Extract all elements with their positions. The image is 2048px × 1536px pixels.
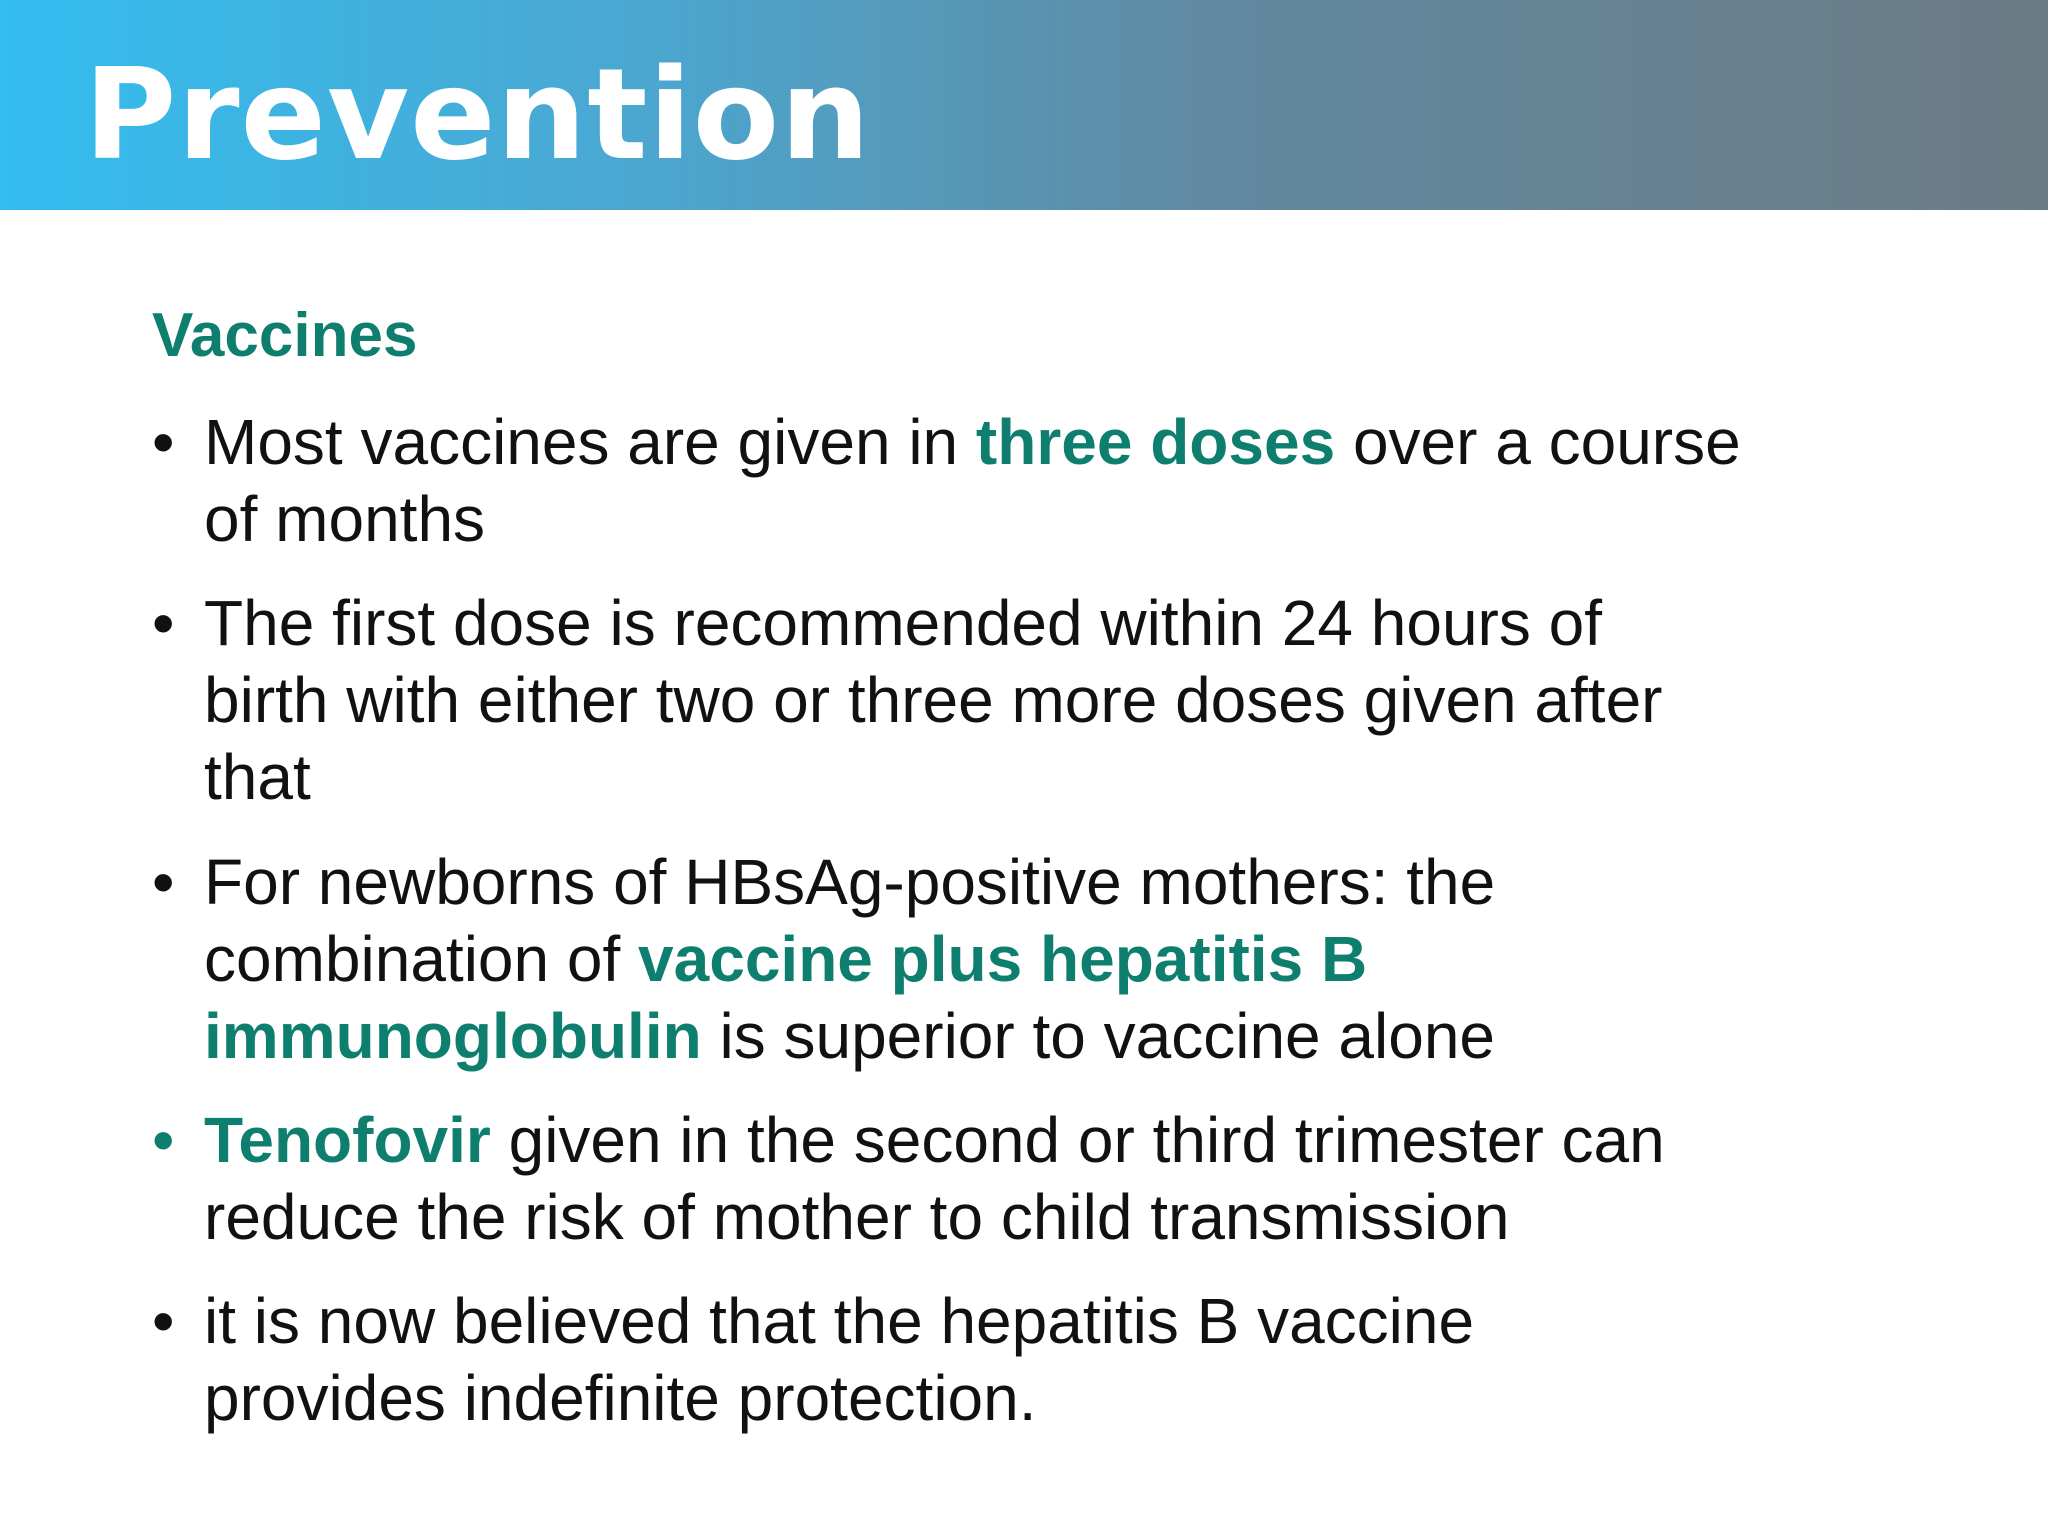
bullet-marker: • bbox=[152, 406, 175, 478]
bullet-item-first-dose bbox=[152, 585, 1972, 816]
bullet-line bbox=[204, 1360, 1972, 1437]
bullet-line bbox=[204, 404, 1972, 481]
bullet-item-tenofovir bbox=[152, 1102, 1972, 1256]
bullet-text: that bbox=[204, 741, 311, 813]
bullet-line bbox=[204, 739, 1972, 816]
highlight-text: vaccine plus hepatitis B bbox=[638, 923, 1368, 995]
bullet-text: For newborns of HBsAg-positive mothers: the bbox=[204, 846, 1496, 918]
bullet-line bbox=[204, 998, 1972, 1075]
bullet-text: is superior to vaccine alone bbox=[701, 1000, 1495, 1072]
bullet-marker: • bbox=[152, 587, 175, 659]
bullet-text: over a course bbox=[1335, 406, 1741, 478]
bullet-marker: • bbox=[152, 1285, 175, 1357]
bullet-text: The first dose is recommended within 24 hours of bbox=[204, 587, 1602, 659]
bullet-text: of months bbox=[204, 483, 486, 555]
highlight-text: Tenofovir bbox=[204, 1104, 491, 1176]
bullet-item-three-doses bbox=[152, 404, 1972, 558]
bullet-text: it is now believed that the hepatitis B vaccine bbox=[204, 1285, 1475, 1357]
bullet-line bbox=[204, 1283, 1972, 1360]
bullet-text: Most vaccines are given in bbox=[204, 406, 976, 478]
bullet-text: given in the second or third trimester can bbox=[490, 1104, 1665, 1176]
slide-title: Prevention bbox=[84, 41, 871, 188]
bullet-marker: • bbox=[152, 1104, 175, 1176]
bullet-text: provides indefinite protection. bbox=[204, 1362, 1037, 1434]
bullet-text: birth with either two or three more doses given after bbox=[204, 664, 1663, 736]
bullet-marker: • bbox=[152, 846, 175, 918]
section-heading-vaccines: Vaccines bbox=[152, 301, 418, 370]
bullet-line bbox=[204, 844, 1972, 921]
highlight-text: three doses bbox=[975, 406, 1336, 478]
highlight-text: immunoglobulin bbox=[204, 1000, 702, 1072]
bullet-line bbox=[204, 921, 1972, 998]
bullet-text: combination of bbox=[204, 923, 639, 995]
bullet-text: reduce the risk of mother to child transmission bbox=[204, 1181, 1510, 1253]
bullet-line bbox=[204, 585, 1972, 662]
bullet-line bbox=[204, 1179, 1972, 1256]
bullet-item-indefinite-protection bbox=[152, 1283, 1972, 1437]
bullet-item-newborns bbox=[152, 844, 1972, 1075]
bullet-line bbox=[204, 662, 1972, 739]
bullet-line bbox=[204, 481, 1972, 558]
bullet-line bbox=[204, 1102, 1972, 1179]
